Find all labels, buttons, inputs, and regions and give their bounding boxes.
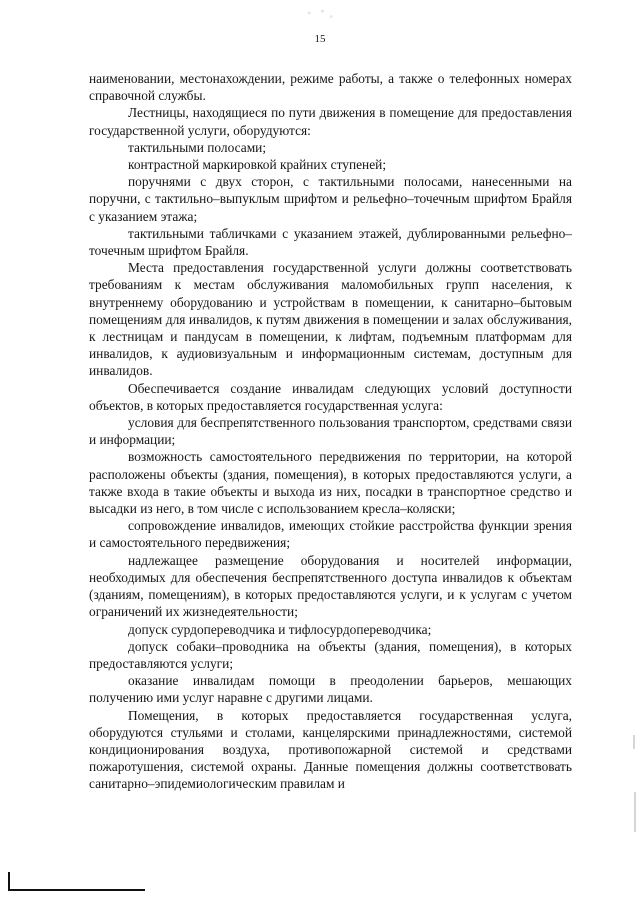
paragraph: Лестницы, находящиеся по пути движения в помещение для предоставления государственной услуги, оборудуются: bbox=[89, 105, 572, 138]
list-item: возможность самостоятельного передвижения по территории, на которой расположены объекты (здания, помещения), в которых предоставляются услуги, а также входа в такие объекты и выхода из них, посадки в транспортное средство и высадки из него, в том числе с использованием кресла–коляски; bbox=[89, 449, 572, 517]
list-item: поручнями с двух сторон, с тактильными полосами, нанесенными на поручни, с тактильно–выпуклым шрифтом и рельефно–точечным шрифтом Брайля с указанием этажа; bbox=[89, 174, 572, 224]
paragraph: Обеспечивается создание инвалидам следующих условий доступности объектов, в которых предоставляется государственная услуга: bbox=[89, 380, 572, 413]
list-item: допуск собаки–проводника на объекты (здания, помещения), в которых предоставляются услуги; bbox=[89, 638, 572, 671]
page-number: 15 bbox=[314, 33, 326, 45]
list-item: тактильными табличками с указанием этажей, дублированными рельефно–точечным шрифтом Брайля. bbox=[89, 225, 572, 259]
list-item: сопровождение инвалидов, имеющих стойкие расстройства функции зрения и самостоятельного передвижения; bbox=[89, 518, 572, 551]
list-item: допуск сурдопереводчика и тифлосурдопереводчика; bbox=[128, 621, 432, 637]
paragraph: Помещения, в которых предоставляется государственная услуга, оборудуются стульями и столами, канцелярскими принадлежностями, системой кондиционирования воздуха, противопожарной системой и средствами пожаротушения, системой охраны. Данные помещения должны соответствовать санитарно–эпидемиологическим правилам и bbox=[89, 707, 572, 792]
scan-speck bbox=[633, 735, 635, 749]
scan-artifact bbox=[296, 4, 340, 22]
document-body bbox=[89, 70, 572, 793]
list-item: тактильными полосами; bbox=[128, 139, 267, 155]
paragraph: наименовании, местонахождении, режиме работы, а также о телефонных номерах справочной службы. bbox=[89, 71, 572, 104]
paragraph: Места предоставления государственной услуги должны соответствовать требованиям к местам обслуживания маломобильных групп населения, к внутреннему оборудованию и устройствам в помещении, к санитарно–бытовым помещениям для инвалидов, к путям движения в помещении и залах обслуживания, к лестницам и пандусам в помещении, к лифтам, подъемным платформам для инвалидов, к аудиовизуальным и информационным системам, доступным для инвалидов. bbox=[89, 260, 572, 379]
scan-corner-mark bbox=[8, 872, 145, 891]
list-item: условия для беспрепятственного пользования транспортом, средствами связи и информации; bbox=[89, 415, 572, 448]
list-item: оказание инвалидам помощи в преодолении барьеров, мешающих получению ими услуг наравне с другими лицами. bbox=[89, 673, 572, 706]
list-item: надлежащее размещение оборудования и носителей информации, необходимых для обеспечения беспрепятственного доступа инвалидов к объектам (зданиям, помещениям), в которых предоставляются услуги, и к услугам с учетом ограничений их жизнедеятельности; bbox=[89, 552, 572, 620]
scan-speck bbox=[634, 792, 636, 832]
list-item: контрастной маркировкой крайних ступеней; bbox=[128, 157, 387, 173]
